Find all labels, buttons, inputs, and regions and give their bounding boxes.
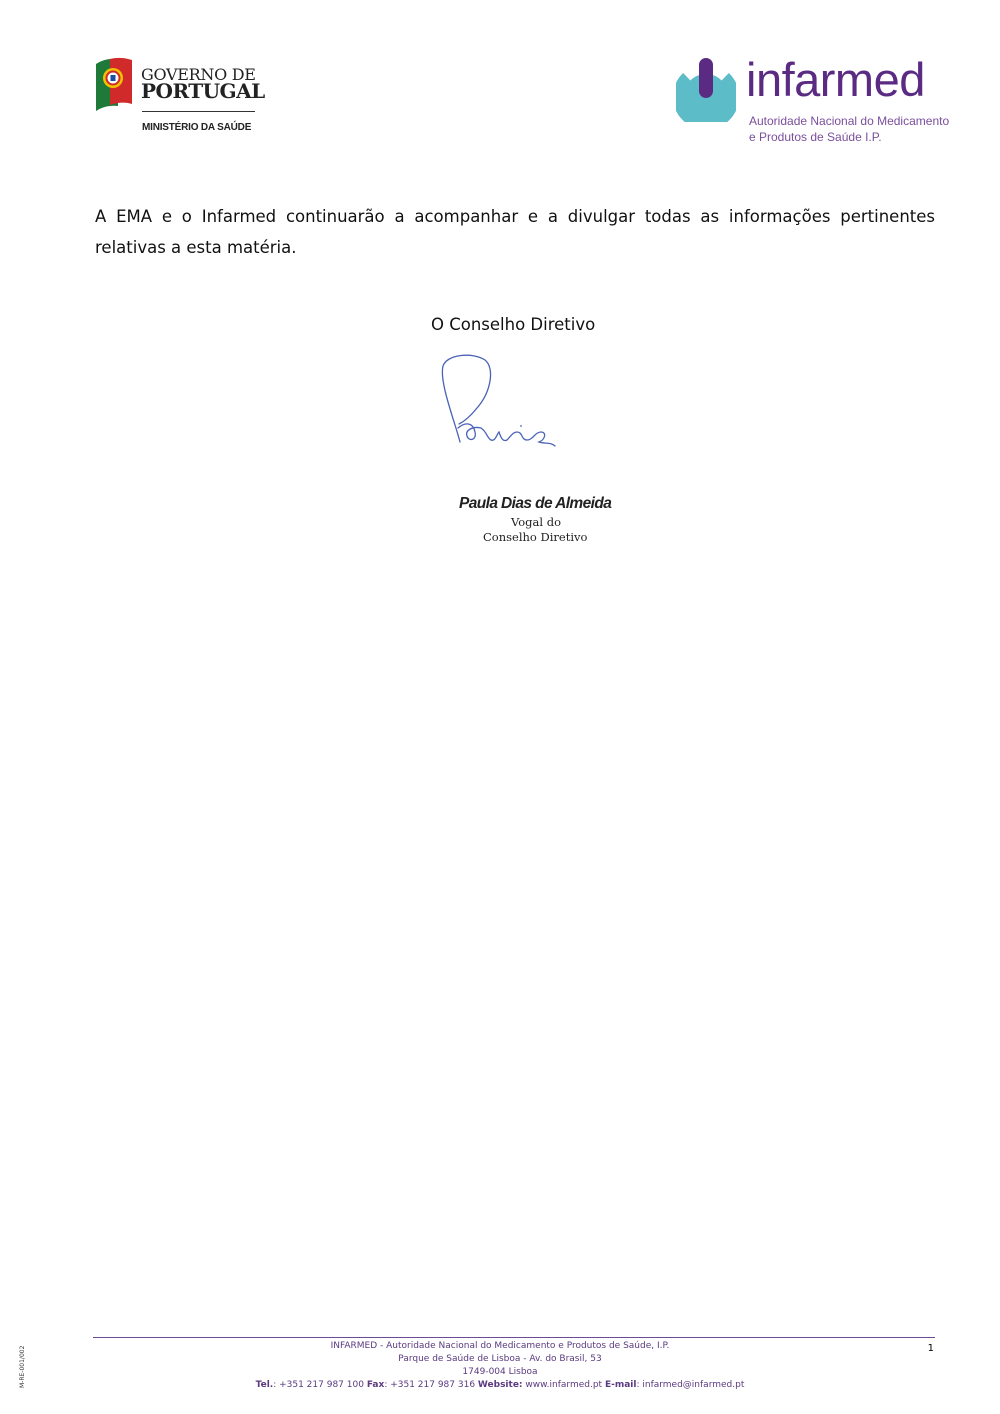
signatory-role-line2: Conselho Diretivo	[483, 530, 588, 544]
footer-organization: INFARMED - Autoridade Nacional do Medicamento e Produtos de Saúde, I.P.	[330, 1341, 670, 1351]
footer-tel-value: : +351 217 987 100	[273, 1380, 364, 1390]
footer-divider	[93, 1337, 935, 1338]
footer-fax-value: : +351 217 987 316	[384, 1380, 476, 1390]
footer-tel-label: Tel.	[255, 1380, 274, 1390]
footer-postal-code: 1749-004 Lisboa	[462, 1367, 538, 1377]
footer-website-label: Website:	[477, 1380, 523, 1390]
signatory-role-line1: Vogal do	[511, 515, 562, 529]
document-code: M-RE-001/002	[19, 1345, 26, 1388]
infarmed-power-mark-icon	[676, 58, 736, 122]
footer-email-label: E-mail	[604, 1380, 637, 1390]
body-paragraph: A EMA e o Infarmed continuarão a acompanhar e a divulgar todas as informações pertinentes relativas a esta matéria.	[95, 207, 935, 257]
infarmed-subtitle-line1: Autoridade Nacional do Medicamento	[749, 114, 950, 128]
gov-logo-line1: GOVERNO DE	[141, 65, 256, 84]
infarmed-wordmark: infarmed	[746, 53, 925, 106]
footer-email-link[interactable]: : infarmed@infarmed.pt	[636, 1380, 745, 1390]
footer-contacts	[93, 1380, 907, 1390]
footer-fax-label: Fax	[366, 1380, 385, 1390]
portugal-flag-emblem-icon	[92, 56, 132, 112]
footer-address: Parque de Saúde de Lisboa - Av. do Brasil, 53	[398, 1354, 602, 1364]
footer-website-link[interactable]: www.infarmed.pt	[525, 1380, 603, 1390]
gov-logo-divider	[142, 111, 255, 112]
page-number: 1	[927, 1343, 934, 1354]
infarmed-subtitle-line2: e Produtos de Saúde I.P.	[749, 130, 882, 144]
gov-logo-line2: PORTUGAL	[141, 79, 265, 103]
gov-logo-ministry: MINISTÉRIO DA SAÚDE	[142, 122, 252, 133]
infarmed-logo	[676, 53, 950, 148]
governo-de-portugal-logo	[92, 56, 265, 142]
handwritten-signature-icon	[433, 352, 563, 452]
signatory-name: Paula Dias de Almeida	[459, 495, 612, 512]
closing-line: O Conselho Diretivo	[431, 315, 596, 334]
